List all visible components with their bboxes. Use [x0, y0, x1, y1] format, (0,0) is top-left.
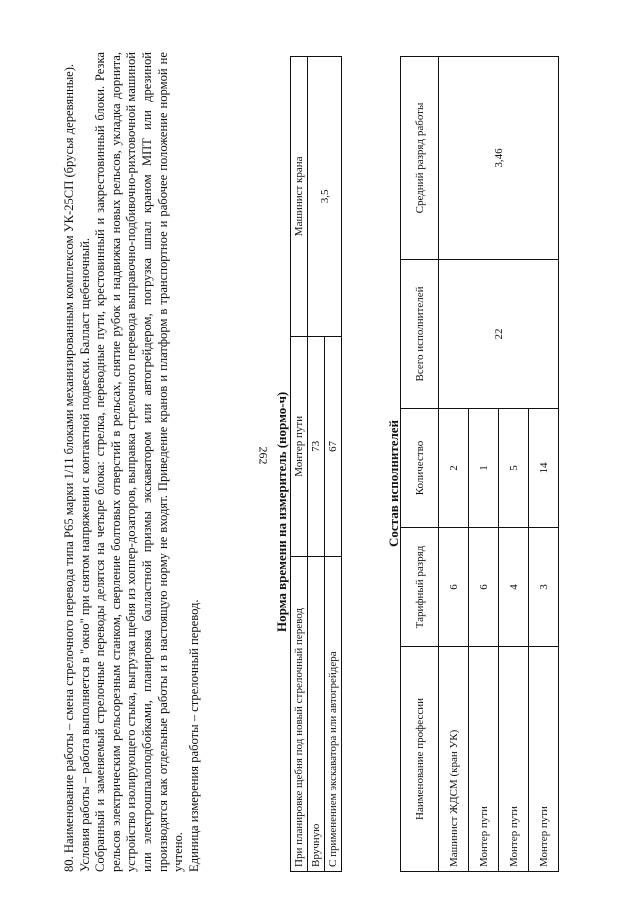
page-content [52, 42, 562, 882]
table-row [439, 57, 469, 872]
header-average-grade: Средний разряд работы [401, 57, 439, 260]
crane-value: 3,5 [308, 57, 342, 337]
profession-cell: Монтер пути [469, 647, 499, 872]
profession-cell: Монтер пути [529, 647, 559, 872]
grade-cell: 3 [529, 528, 559, 647]
profession-cell: Монтер пути [499, 647, 529, 872]
grade-cell: 6 [469, 528, 499, 647]
row-label: Вручную [308, 557, 325, 872]
paragraph-conditions: Условия работы – работа выполняется в "окно" при снятом напряжении с контактной подвески. Балласт щебеночный. [77, 238, 92, 872]
total-cell: 22 [439, 260, 559, 409]
header-profession: Наименование профессии [401, 647, 439, 872]
quantity-cell: 14 [529, 409, 559, 528]
page-number: 262 [256, 446, 271, 465]
grade-cell: 6 [439, 528, 469, 647]
quantity-cell: 5 [499, 409, 529, 528]
paragraph-title: 80. Наименование работы – смена стрелочного перевода типа Р65 марки 1/11 блоками механизированным комплексом УК-25СП (брусья деревянные). [62, 63, 76, 872]
row-value: 67 [325, 336, 342, 556]
header-track-worker: Монтер пути [291, 336, 308, 556]
crew-table [400, 56, 559, 872]
header-tariff-grade: Тарифный разряд [401, 528, 439, 647]
page-text [62, 52, 202, 872]
profession-cell: Машинист ЖДСМ (кран УК) [439, 647, 469, 872]
row-label: С применением экскаватора или автогрейдера [325, 557, 342, 872]
header-leveling: При планировке щебня под новый стрелочный перевод [291, 557, 308, 872]
norm-section-title: Норма времени на измеритель (нормо-ч) [274, 391, 289, 632]
table-header-row [291, 57, 308, 872]
header-quantity: Количество [401, 409, 439, 528]
table-header-row [401, 57, 439, 872]
quantity-cell: 2 [439, 409, 469, 528]
paragraph-unit: Единица измерения работы – стрелочный перевод. [186, 599, 201, 872]
grade-cell: 4 [499, 528, 529, 647]
table-row [308, 57, 325, 872]
header-crane-operator: Машинист крана [291, 57, 308, 337]
header-total-workers: Всего исполнителей [401, 260, 439, 409]
average-grade-cell: 3,46 [439, 57, 559, 260]
crew-section-title: Состав исполнителей [386, 419, 401, 547]
paragraph-description: Собранный и заменяемый стрелочные переводы делятся на четыре блока: стрелка, переводные пути, крестовинный и закрестовинный блоки. Резка рельсов электрическим рельсорезным станком, сверление болтовых отверстий в рельсах, снятие рубок и надвижка новых рельсов, укладка дорнита, устройство изолирующего стыка, выгрузка щебня из хоппер-дозаторов, выправка стрелочного перевода выправочно-подбивочно-рихтовочной машиной или электрошпалоподбойками, планировка балластной призмы экскаватором или автогрейдером, погрузка шпал краном МПТ или дрезиной производятся как отдельные работы и в настоящую норму не входят. Приведение кранов и платформ в транспортное и рабочее положение нормой не учтено. [93, 52, 186, 872]
row-value: 73 [308, 336, 325, 556]
norm-table [290, 56, 342, 872]
quantity-cell: 1 [469, 409, 499, 528]
